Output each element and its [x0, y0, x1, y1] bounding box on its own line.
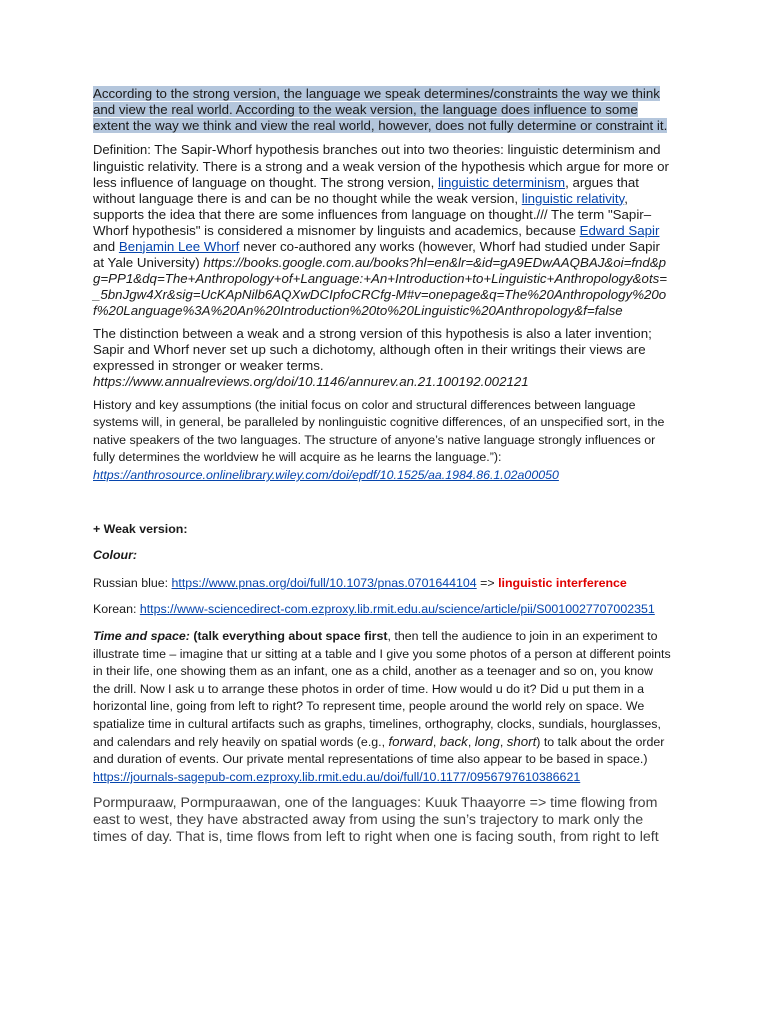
- time-space-label: Time and space:: [93, 628, 190, 643]
- word-short: short: [506, 733, 537, 749]
- word-long: long: [474, 733, 500, 749]
- link-edward-sapir[interactable]: Edward Sapir: [579, 222, 660, 238]
- comma-3: ,: [499, 734, 507, 749]
- word-back: back: [439, 733, 468, 749]
- time-space-text-2: ) to talk about the order and duration of events. Our private mental representations of time also appear to be based in space.): [93, 734, 665, 767]
- sciencedirect-link[interactable]: https://www-sciencedirect-com.ezproxy.lib.rmit.edu.au/science/article/pii/S0010027707002351: [139, 602, 655, 617]
- definition-label: Definition:: [93, 142, 151, 157]
- korean-label: Korean:: [93, 602, 140, 617]
- definition-text-1: The Sapir-Whorf hypothesis branches out into two theories: linguistic determinism and linguistic relativity. There is a strong and a weak version of the hypothesis which argue for more or less influence of language on thought. The strong version,: [93, 142, 669, 190]
- pnas-link[interactable]: https://www.pnas.org/doi/full/10.1073/pnas.0701644104: [171, 575, 477, 590]
- paragraph-versions: [93, 86, 671, 134]
- paragraph-history: [93, 397, 671, 485]
- linguistic-interference-text: linguistic interference: [498, 575, 627, 590]
- time-space-bold: talk everything about space first: [197, 628, 388, 643]
- highlighted-text: According to the strong version, the language we speak determines/constraints the way we think and view the real world. According to the weak version, the language does influence to some extent the way we think and view the real world, however, does not fully determine or constraint it.: [93, 86, 668, 133]
- russian-label: Russian blue:: [93, 575, 172, 590]
- link-benjamin-lee-whorf[interactable]: Benjamin Lee Whorf: [118, 238, 240, 254]
- distinction-text: The distinction between a weak and a strong version of this hypothesis is also a later invention; Sapir and Whorf never set up such a dichotomy, although often in their writings their views are expressed in stronger or weaker terms.: [93, 325, 652, 373]
- link-linguistic-determinism[interactable]: linguistic determinism: [437, 174, 566, 190]
- definition-text-5: never co-authored any works (however, Whorf had studied under Sapir at Yale University): [93, 238, 660, 270]
- paragraph-time-space: [93, 628, 671, 786]
- time-space-text-1: , then tell the audience to join in an experiment to illustrate time – imagine that ur sitting at a table and I give you some photos of a person at different points in their life, one showing them as an infant, one as a child, another as a teenager and so on, you know the drill. Now I ask u to arrange these photos in order of time. How would u do it? Did u put them in a horizontal line, going from left to right? To represent time, people around the world rely on space. We spatialize time in cultural artifacts such as graphs, timelines, orthography, clocks, sundials, hourglasses, and calendars and rely heavily on spatial words (e.g.,: [93, 628, 671, 749]
- paragraph-distinction: [93, 326, 671, 390]
- russian-blue-line: [93, 575, 671, 593]
- annual-reviews-url: https://www.annualreviews.org/doi/10.1146/annurev.an.21.100192.002121: [93, 373, 529, 389]
- definition-text-2: , argues that without language there is and can be no thought while the weak version,: [93, 174, 639, 206]
- anthrosource-link[interactable]: https://anthrosource.onlinelibrary.wiley.com/doi/epdf/10.1525/aa.1984.86.1.02a00050: [93, 467, 559, 482]
- weak-version-heading: + Weak version:: [93, 521, 188, 536]
- paragraph-pormpuraaw: Pormpuraaw, Pormpuraawan, one of the languages: Kuuk Thaayorre => time flowing from east to west, they have abstracted away from using the sun’s trajectory to mark only the times of day. That is, time flows from left to right when one is facing south, from right to left: [93, 795, 659, 846]
- link-linguistic-relativity[interactable]: linguistic relativity: [521, 190, 625, 206]
- comma-2: ,: [467, 734, 475, 749]
- google-books-url: https://books.google.com.au/books?hl=en&lr=&id=gA9EDwAAQBAJ&oi=fnd&pg=PP1&dq=The+Anthropology+of+Language:+An+Introduction+to+Linguistic+Anthropology&ots=_5bnJgw4Xr&sig=UcKApNilb6AQXwDCIpfoCRCfg-M#v=onepage&q=The%20Anthropology%20of%20Language%3A%20An%20Introduction%20to%20Linguistic%20Anthropology&f=false: [93, 254, 668, 318]
- definition-text-3: , supports the idea that there are some influences from language on thought./// The term "Sapir–Whorf hypothesis" is considered a misnomer by linguists and academics, because: [93, 190, 652, 238]
- comma-1: ,: [432, 734, 440, 749]
- word-forward: forward: [388, 733, 433, 749]
- history-text: History and key assumptions (the initial focus on color and structural differences between language systems will, in general, be paralleled by nonlinguistic cognitive differences, of an unspecified sort, in the native speakers of the two languages. The structure of anyone’s native language strongly influences or fully determines the worldview he will acquire as he learns the language.”):: [93, 397, 665, 465]
- korean-line: [93, 601, 671, 619]
- time-space-open: (: [189, 628, 198, 643]
- paragraph-definition: [93, 141, 671, 319]
- document-page: [93, 86, 671, 846]
- arrow-text: =>: [476, 575, 499, 590]
- sagepub-link[interactable]: https://journals-sagepub-com.ezproxy.lib.rmit.edu.au/doi/full/10.1177/0956797610386621: [93, 769, 581, 784]
- definition-text-4: and: [93, 238, 119, 254]
- colour-heading: Colour:: [93, 548, 138, 563]
